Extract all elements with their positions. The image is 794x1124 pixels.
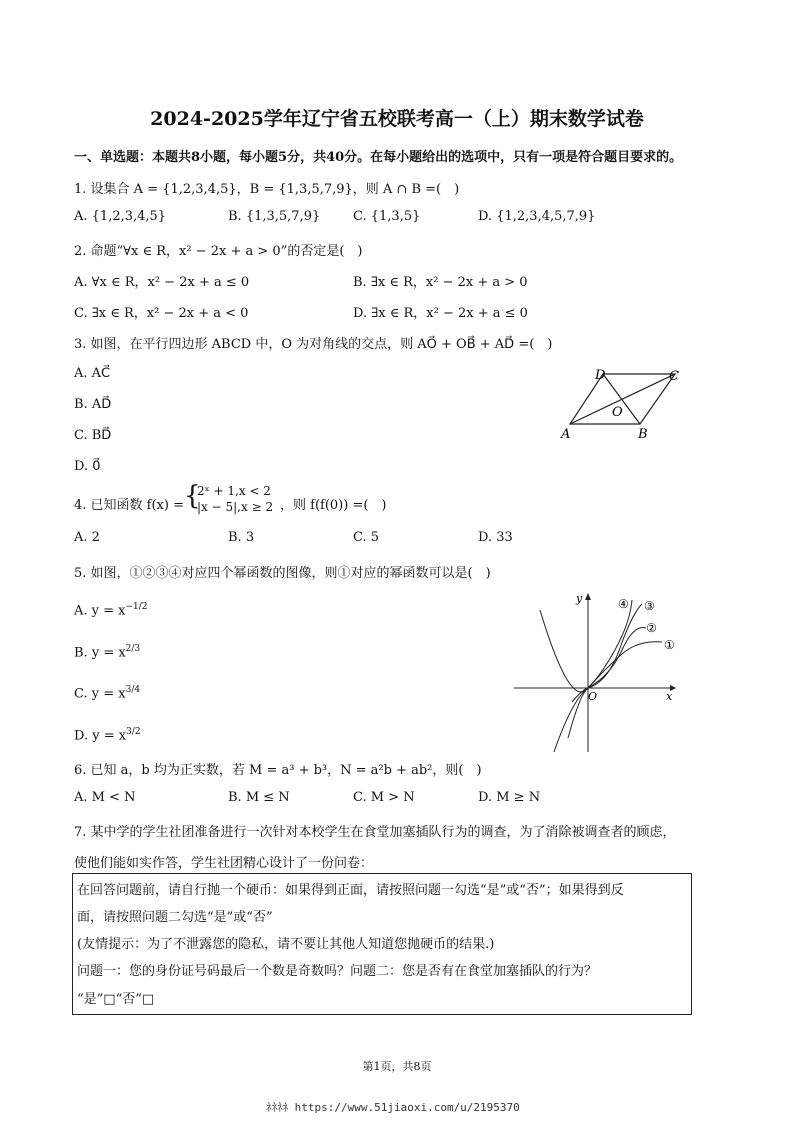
q1-option-b: B. {1,3,5,7,9} bbox=[228, 209, 321, 224]
q1-stem: 1. 设集合 A = {1,2,3,4,5}，B = {1,3,5,7,9}，则 A ∩ B =( ) bbox=[74, 182, 460, 197]
q5-stem: 5. 如图，①②③④对应四个幂函数的图像，则①对应的幂函数可以是( ) bbox=[74, 566, 491, 581]
label-d: D bbox=[595, 368, 606, 383]
label-o: O bbox=[612, 405, 623, 420]
q2-option-b: B. ∃x ∈ R，x² − 2x + a > 0 bbox=[353, 275, 528, 290]
section-heading: 一、单选题：本题共8小题，每小题5分，共40分。在每小题给出的选项中，只有一项是符合题目要求的。 bbox=[74, 150, 683, 165]
curve-2-label: ② bbox=[646, 621, 657, 635]
watermark-url: ﾈﾈﾈﾈ https://www.51jiaoxi.com/u/2195370 bbox=[266, 1101, 520, 1114]
y-axis-label: y bbox=[576, 592, 583, 605]
q4-brace: { bbox=[184, 481, 201, 511]
origin-label: O bbox=[588, 690, 598, 703]
curve-1-label: ① bbox=[664, 638, 675, 652]
q3-option-a: A. AC⃗ bbox=[74, 366, 111, 381]
curve-2 bbox=[568, 627, 646, 738]
label-a: A bbox=[561, 427, 571, 442]
questionnaire-line-1: 在回答问题前，请自行抛一个硬币：如果得到正面，请按照问题一勾选“是”或“否”；如果得到反 bbox=[77, 883, 624, 898]
q5-option-a bbox=[74, 602, 148, 618]
q5-option-c-lead: C. y = x bbox=[74, 686, 126, 702]
q2-option-a: A. ∀x ∈ R，x² − 2x + a ≤ 0 bbox=[74, 275, 250, 290]
power-function-graph bbox=[510, 590, 690, 755]
q6-option-d: D. M ≥ N bbox=[478, 790, 541, 805]
q4-case1: 2ˣ + 1,x < 2 bbox=[197, 484, 271, 498]
y-axis-arrow bbox=[585, 593, 591, 600]
q1-option-a: A. {1,2,3,4,5} bbox=[74, 209, 167, 224]
q1-option-d: D. {1,2,3,4,5,7,9} bbox=[478, 209, 596, 224]
q5-option-d-lead: D. y = x bbox=[74, 728, 127, 744]
curve-3 bbox=[554, 604, 642, 752]
q6-option-b: B. M ≤ N bbox=[228, 790, 290, 805]
q5-option-c bbox=[74, 685, 140, 701]
curve-3-label: ③ bbox=[644, 599, 655, 613]
questionnaire-line-2: 面，请按照问题二勾选“是”或“否” bbox=[77, 910, 273, 925]
curve-4 bbox=[540, 600, 632, 692]
q5-option-d bbox=[74, 727, 141, 743]
label-c: C bbox=[669, 369, 679, 384]
q4-option-d: D. 33 bbox=[478, 530, 513, 545]
q7-line2: 使他们能如实作答，学生社团精心设计了一份问卷： bbox=[74, 856, 374, 871]
q7-line1: 7. 某中学的学生社团准备进行一次针对本校学生在食堂加塞插队行为的调查，为了消除被调查者的顾虑， bbox=[74, 825, 676, 840]
q5-option-a-exp: −1/2 bbox=[125, 602, 148, 612]
q3-option-c: C. BD⃗ bbox=[74, 428, 112, 443]
q5-option-b bbox=[74, 644, 140, 660]
q6-option-a: A. M < N bbox=[74, 790, 136, 805]
questionnaire-line-4: 问题一：您的身份证号码最后一个数是奇数吗？问题二：您是否有在食堂加塞插队的行为？ bbox=[77, 964, 598, 979]
q5-option-b-lead: B. y = x bbox=[74, 645, 126, 661]
q4-stem-suffix: ，则 f(f(0)) =( ) bbox=[280, 498, 387, 513]
page-title: 2024-2025学年辽宁省五校联考高一（上）期末数学试卷 bbox=[150, 108, 644, 130]
q4-stem-prefix: 4. 已知函数 f(x) = bbox=[74, 498, 184, 513]
q6-stem: 6. 已知 a，b 均为正实数，若 M = a³ + b³，N = a²b + ab²，则( ) bbox=[74, 763, 482, 778]
questionnaire-line-5: “是”□“否”□ bbox=[77, 992, 155, 1007]
q3-option-d: D. 0⃗ bbox=[74, 459, 101, 474]
label-b: B bbox=[638, 427, 648, 442]
q5-option-c-exp: 3/4 bbox=[125, 685, 141, 695]
q4-option-b: B. 3 bbox=[228, 530, 255, 545]
q5-option-b-exp: 2/3 bbox=[125, 644, 141, 654]
q4-option-c: C. 5 bbox=[353, 530, 380, 545]
questionnaire-box bbox=[72, 873, 692, 1015]
q2-option-d: D. ∃x ∈ R，x² − 2x + a ≤ 0 bbox=[353, 306, 528, 321]
curve-4-label: ④ bbox=[618, 597, 629, 611]
x-axis-label: x bbox=[666, 690, 673, 703]
q4-option-a: A. 2 bbox=[74, 530, 100, 545]
questionnaire-line-3: (友情提示：为了不泄露您的隐私，请不要让其他人知道您抛硬币的结果.) bbox=[77, 937, 495, 952]
q5-option-a-lead: A. y = x bbox=[74, 603, 126, 619]
q1-option-c: C. {1,3,5} bbox=[353, 209, 421, 224]
parallelogram-figure bbox=[555, 362, 695, 444]
q5-option-d-exp: 3/2 bbox=[126, 727, 141, 737]
curve-1 bbox=[572, 642, 662, 702]
q3-option-b: B. AD⃗ bbox=[74, 397, 112, 412]
q3-stem: 3. 如图，在平行四边形 ABCD 中，O 为对角线的交点，则 AO⃗ + OB⃗ + AD⃗ =( ) bbox=[74, 337, 553, 352]
q2-option-c: C. ∃x ∈ R，x² − 2x + a < 0 bbox=[74, 306, 249, 321]
page-footer: 第1页，共8页 bbox=[362, 1060, 432, 1073]
q2-stem: 2. 命题“∀x ∈ R，x² − 2x + a > 0”的否定是( ) bbox=[74, 244, 363, 259]
q6-option-c: C. M > N bbox=[353, 790, 415, 805]
q4-case2: |x − 5|,x ≥ 2 bbox=[197, 500, 274, 514]
